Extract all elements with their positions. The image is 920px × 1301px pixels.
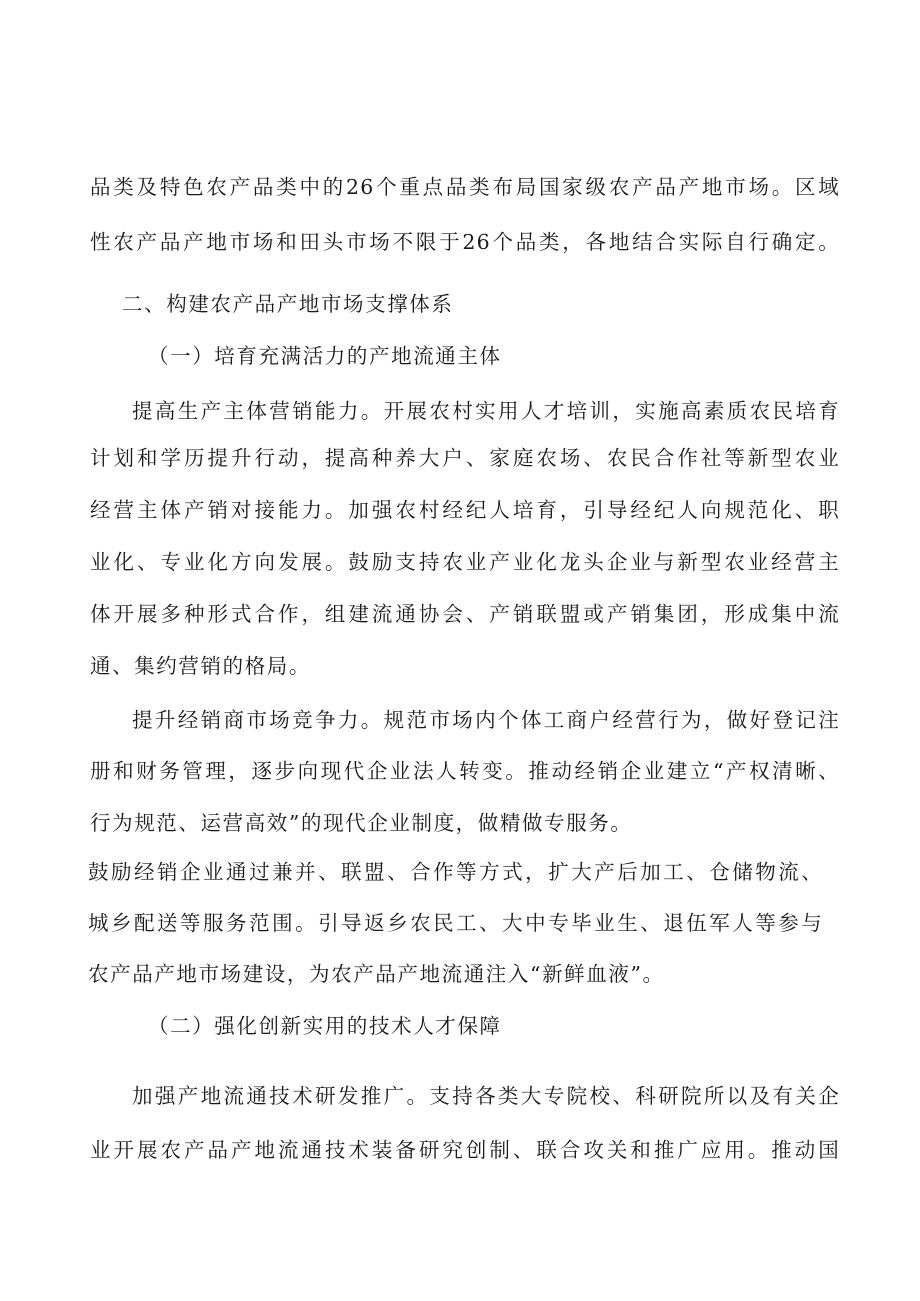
subsection-heading: （二）强化创新实用的技术人才保障 — [148, 1014, 502, 1038]
paragraph-line: 鼓励经销企业通过兼并、联盟、合作等方式，扩大产后加工、仓储物流、 — [88, 860, 823, 884]
subsection-heading: （一）培育充满活力的产地流通主体 — [148, 344, 502, 368]
paragraph-line: 性农产品产地市场和田头市场不限于26个品类，各地结合实际自行确定。 — [90, 230, 840, 254]
paragraph-line: 册和财务管理，逐步向现代企业法人转变。推动经销企业建立“产权清晰、 — [90, 759, 840, 783]
paragraph-line: 经营主体产销对接能力。加强农村经纪人培育，引导经纪人向规范化、职 — [90, 498, 840, 522]
paragraph-line: 提升经销商市场竞争力。规范市场内个体工商户经营行为，做好登记注 — [132, 708, 840, 732]
paragraph-line: 提高生产主体营销能力。开展农村实用人才培训，实施高素质农民培育 — [132, 399, 840, 423]
paragraph-line: 农产品产地市场建设，为农产品产地流通注入“新鲜血液”。 — [88, 962, 665, 986]
paragraph-line: 加强产地流通技术研发推广。支持各类大专院校、科研院所以及有关企 — [132, 1084, 840, 1108]
paragraph-line: 城乡配送等服务范围。引导返乡农民工、大中专毕业生、退伍军人等参与 — [88, 911, 823, 935]
paragraph-line: 体开展多种形式合作，组建流通协会、产销联盟或产销集团，形成集中流 — [90, 602, 840, 626]
paragraph-line: 品类及特色农产品类中的26个重点品类布局国家级农产品产地市场。区域 — [90, 175, 840, 199]
paragraph-line: 通、集约营销的格局。 — [90, 654, 311, 678]
paragraph-line: 行为规范、运营高效”的现代企业制度，做精做专服务。 — [90, 811, 633, 835]
paragraph-line: 业化、专业化方向发展。鼓励支持农业产业化龙头企业与新型农业经营主 — [90, 550, 840, 574]
paragraph-line: 业开展农产品产地流通技术装备研究创制、联合攻关和推广应用。推动国 — [90, 1138, 840, 1162]
paragraph-line: 计划和学历提升行动，提高种养大户、家庭农场、农民合作社等新型农业 — [90, 446, 840, 470]
section-heading: 二、构建农产品产地市场支撑体系 — [122, 292, 454, 316]
